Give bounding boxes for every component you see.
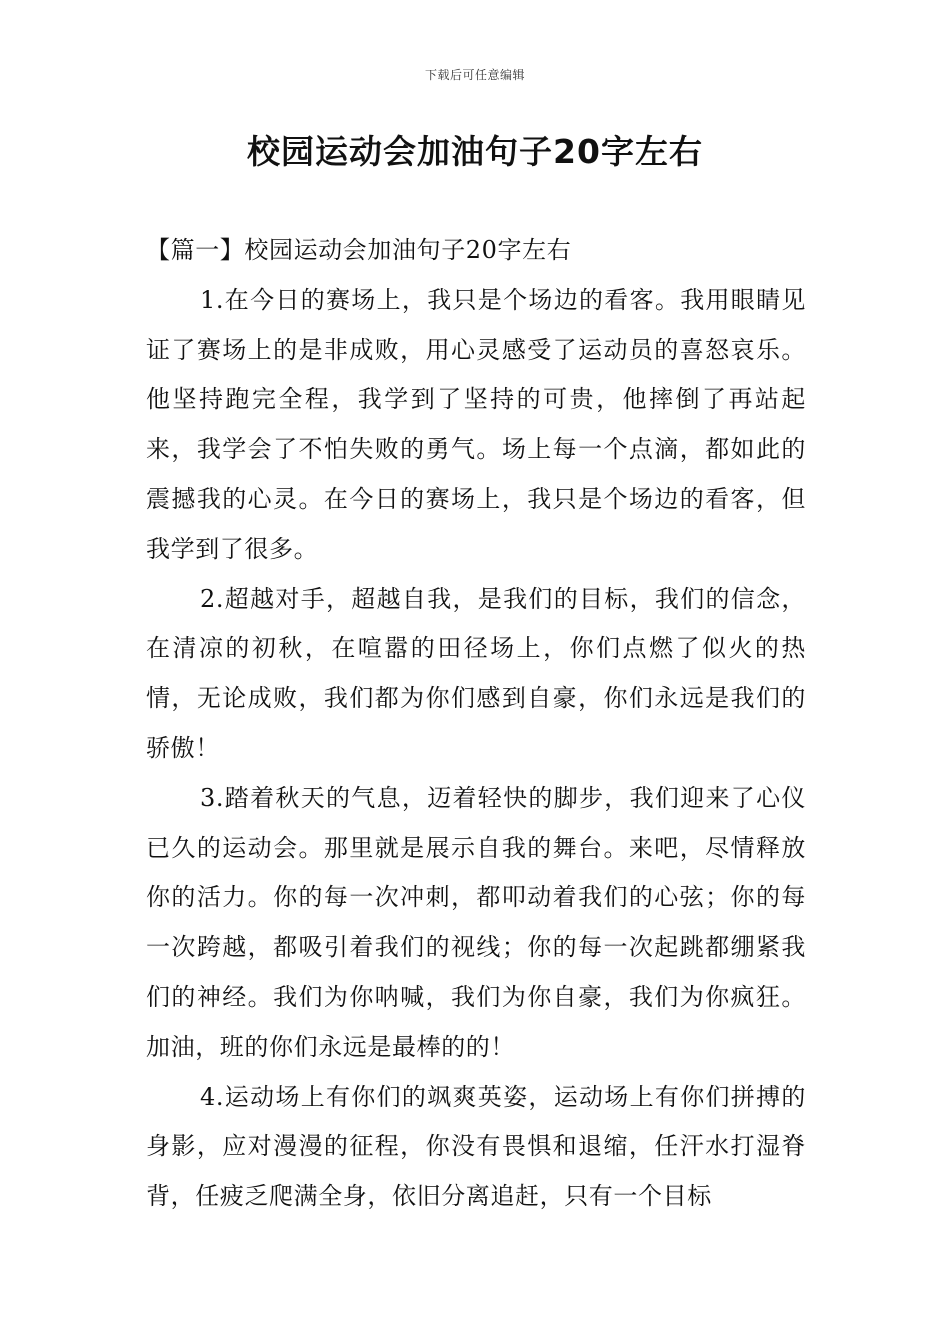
paragraph-3: 3.踏着秋天的气息，迈着轻快的脚步，我们迎来了心仪已久的运动会。那里就是展示自我的舞台。来吧，尽情释放你的活力。你的每一次冲刺，都叩动着我们的心弦；你的每一次跨越，都吸引着我们的视线；你的每一次起跳都绷紧我们的神经。我们为你呐喊，我们为你自豪，我们为你疯狂。加油，班的你们永远是最棒的的！ bbox=[146, 783, 806, 1061]
document-body bbox=[146, 226, 806, 1222]
paragraph-2: 2.超越对手，超越自我，是我们的目标，我们的信念，在清凉的初秋，在喧嚣的田径场上，你们点燃了似火的热情，无论成败，我们都为你们感到自豪，你们永远是我们的骄傲！ bbox=[146, 584, 806, 762]
document-title: 校园运动会加油句子20字左右 bbox=[247, 132, 703, 171]
header-note: 下载后可任意编辑 bbox=[424, 68, 525, 82]
paragraph-1: 1.在今日的赛场上，我只是个场边的看客。我用眼睛见证了赛场上的是非成败，用心灵感受了运动员的喜怒哀乐。他坚持跑完全程，我学到了坚持的可贵，他摔倒了再站起来，我学会了不怕失败的勇气。场上每一个点滴，都如此的震撼我的心灵。在今日的赛场上，我只是个场边的看客，但我学到了很多。 bbox=[146, 285, 806, 563]
paragraph-4: 4.运动场上有你们的飒爽英姿，运动场上有你们拼搏的身影，应对漫漫的征程，你没有畏惧和退缩，任汗水打湿脊背，任疲乏爬满全身，依旧分离追赶，只有一个目标 bbox=[146, 1082, 806, 1211]
section-heading: 【篇一】校园运动会加油句子20字左右 bbox=[146, 236, 572, 264]
